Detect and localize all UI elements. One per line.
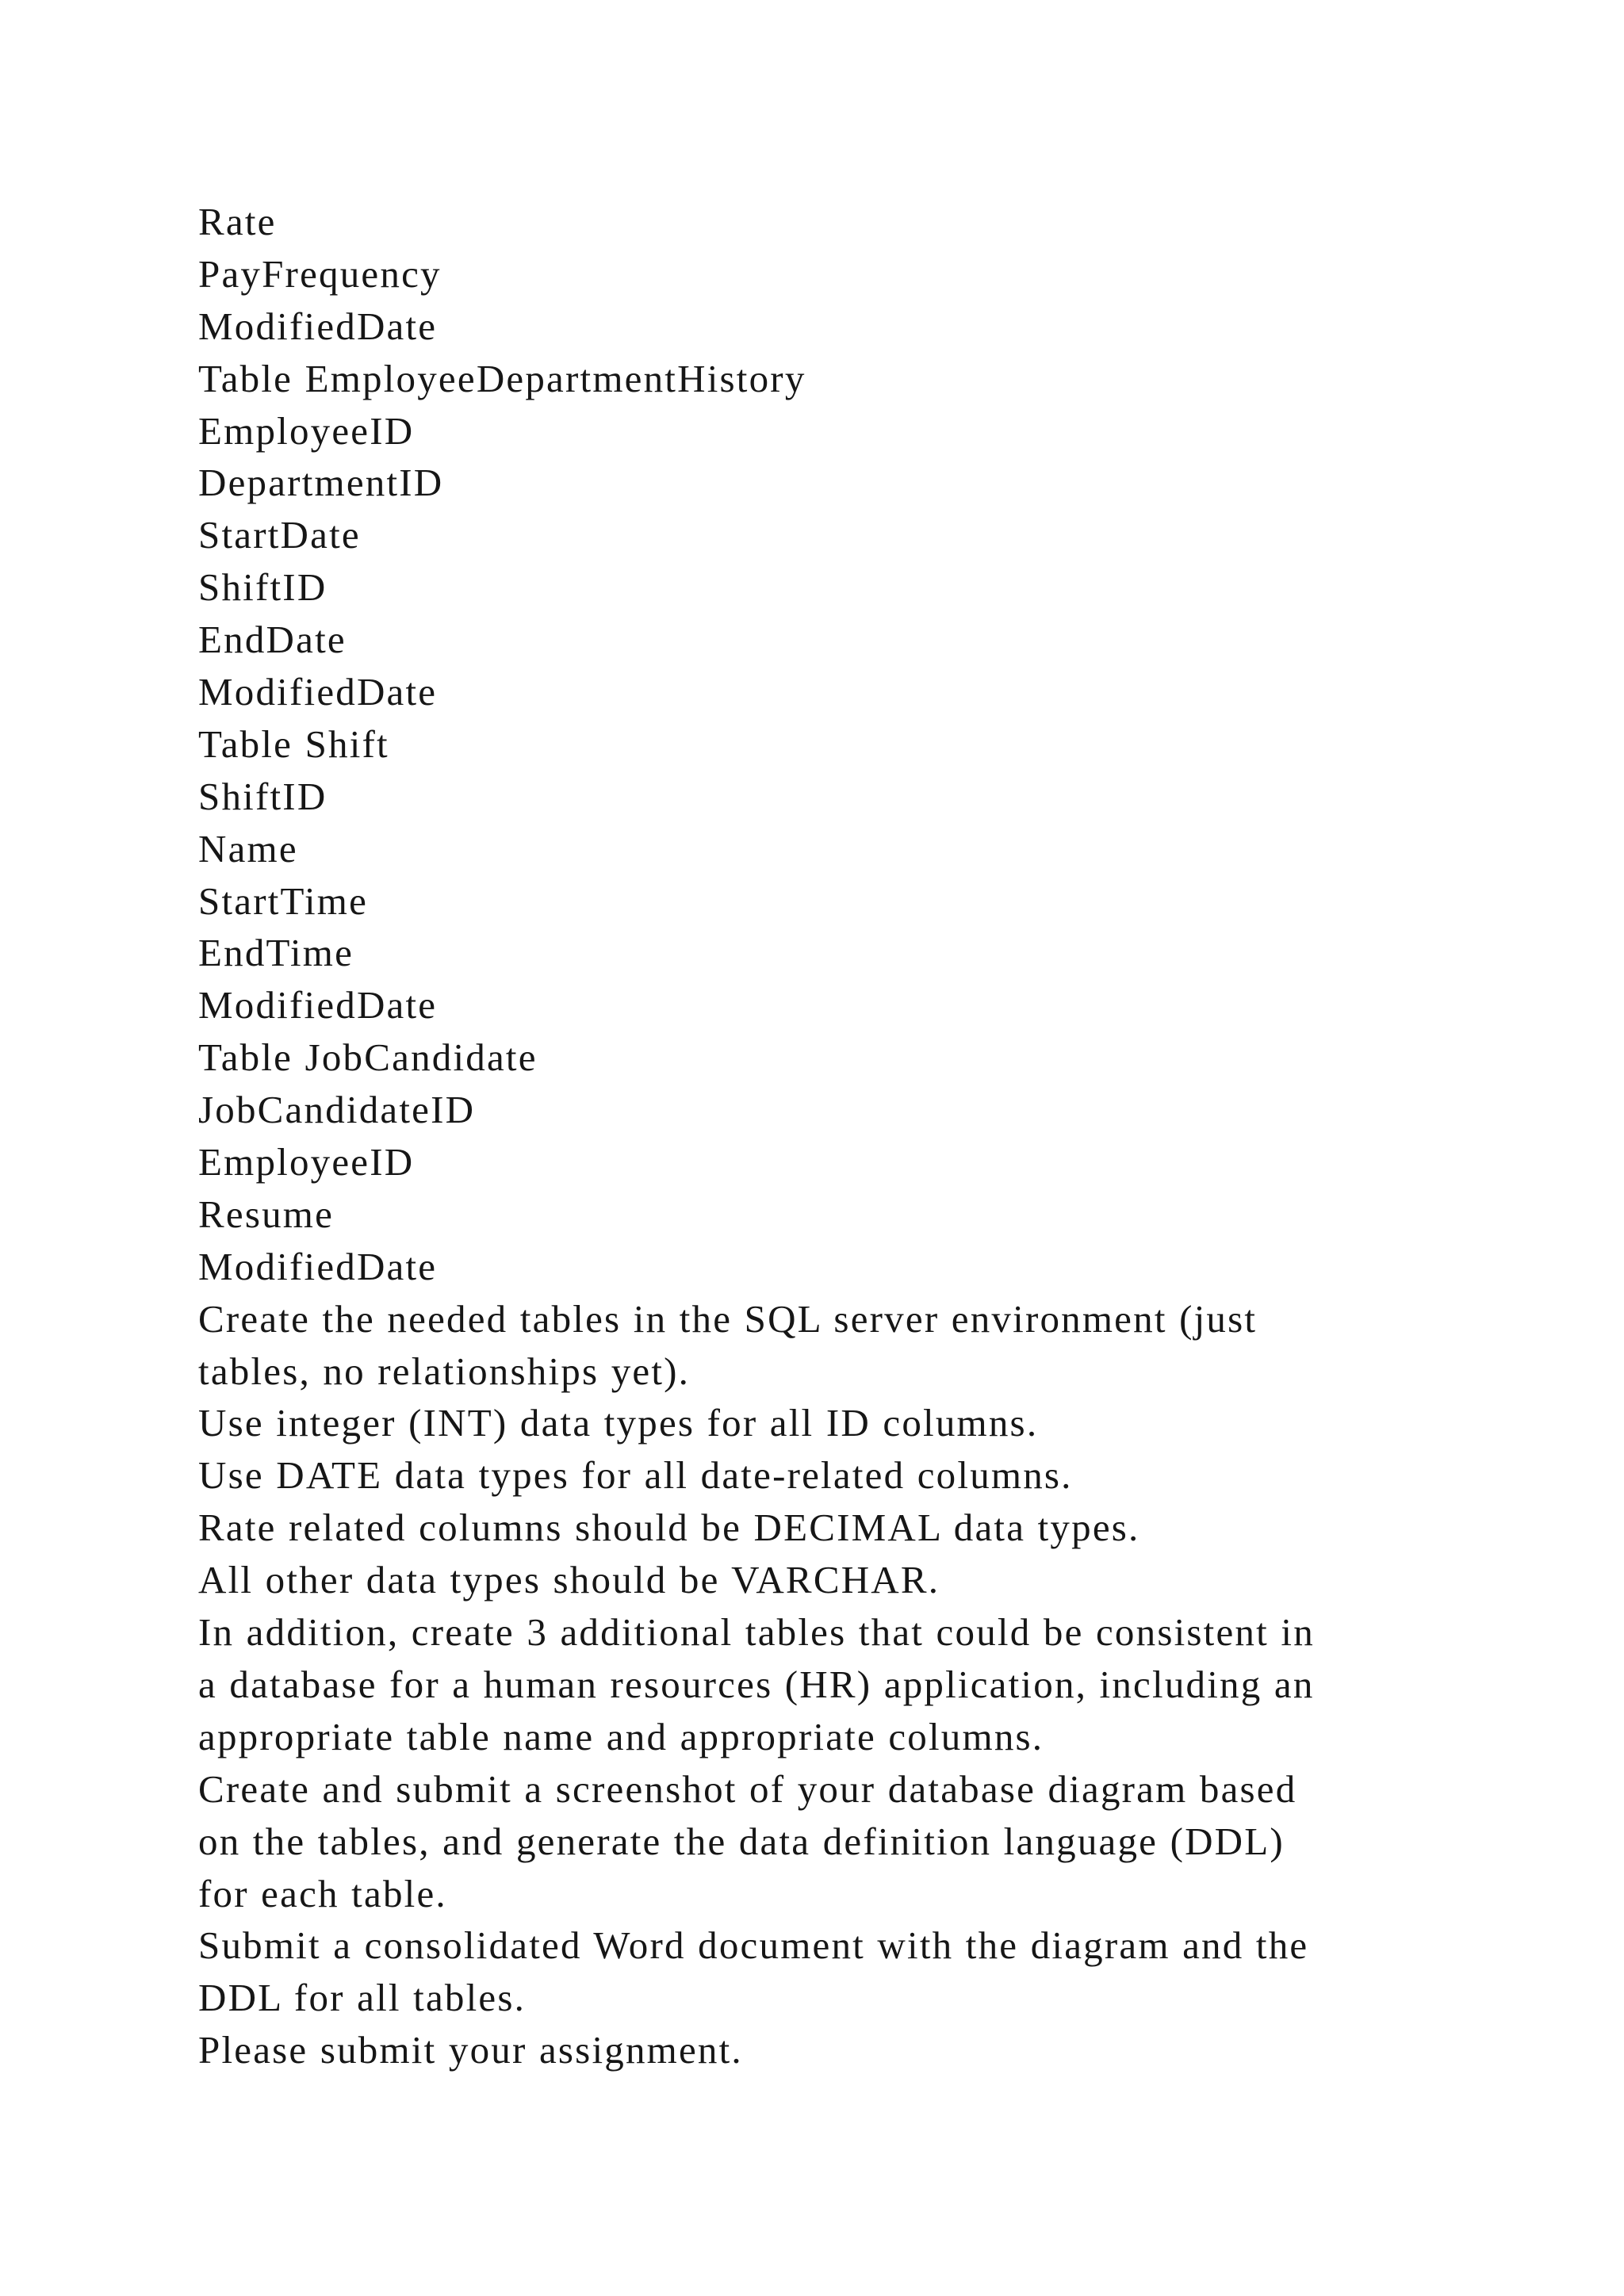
text-line: for each table. (198, 1871, 447, 1915)
text-line: on the tables, and generate the data definition language (DDL) (198, 1819, 1285, 1863)
text-line: Submit a consolidated Word document with the diagram and the (198, 1923, 1309, 1968)
text-line: StartTime (198, 878, 369, 923)
text-line: ModifiedDate (198, 304, 438, 348)
text-line: PayFrequency (198, 251, 442, 296)
text-line: appropriate table name and appropriate columns. (198, 1714, 1044, 1758)
text-line: EmployeeID (198, 1140, 415, 1184)
text-line: In addition, create 3 additional tables that could be consistent in (198, 1610, 1315, 1655)
text-line: Please submit your assignment. (198, 2028, 743, 2072)
text-line: Table EmployeeDepartmentHistory (198, 356, 806, 400)
text-line: Use integer (INT) data types for all ID columns. (198, 1401, 1039, 1445)
document-body (198, 196, 1451, 2076)
text-line: Name (198, 826, 298, 871)
text-line: ShiftID (198, 774, 327, 818)
text-line: All other data types should be VARCHAR. (198, 1558, 940, 1602)
text-line: JobCandidateID (198, 1088, 476, 1132)
text-line: Rate related columns should be DECIMAL data types. (198, 1506, 1140, 1550)
text-line: EndDate (198, 618, 347, 662)
text-line: DDL for all tables. (198, 1976, 527, 2020)
text-line: EmployeeID (198, 408, 415, 453)
text-line: Table JobCandidate (198, 1035, 538, 1080)
text-line: Resume (198, 1192, 335, 1236)
text-line: ShiftID (198, 565, 327, 610)
text-line: ModifiedDate (198, 670, 438, 714)
text-line: Create the needed tables in the SQL server environment (just (198, 1296, 1258, 1341)
text-line: Use DATE data types for all date-related columns. (198, 1453, 1073, 1498)
text-line: Rate (198, 200, 277, 243)
text-line: Create and submit a screenshot of your database diagram based (198, 1766, 1297, 1811)
text-line: EndTime (198, 931, 354, 975)
text-line: StartDate (198, 513, 361, 557)
text-line: tables, no relationships yet). (198, 1349, 691, 1393)
text-line: ModifiedDate (198, 983, 438, 1027)
text-line: ModifiedDate (198, 1244, 438, 1288)
text-line: a database for a human resources (HR) application, including an (198, 1662, 1315, 1706)
text-line: DepartmentID (198, 461, 444, 505)
text-line: Table Shift (198, 721, 389, 766)
